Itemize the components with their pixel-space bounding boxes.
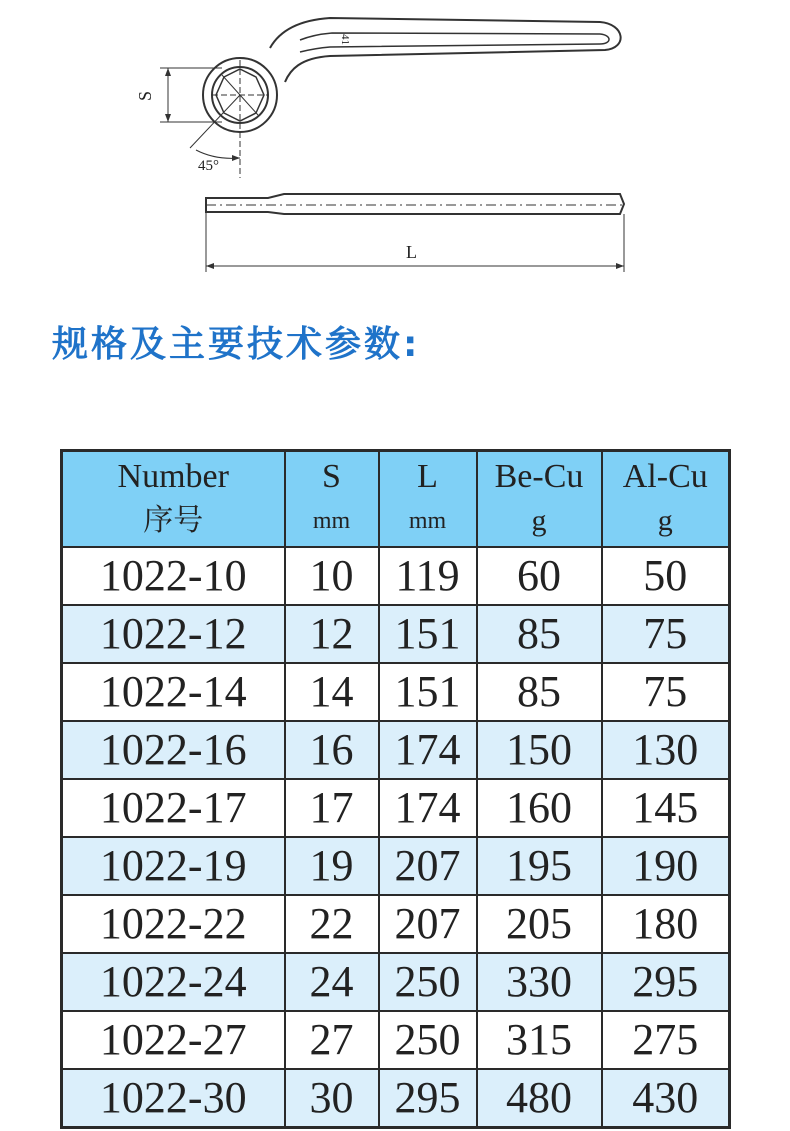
cell-al-cu: 275 — [602, 1011, 730, 1069]
cell-s: 22 — [285, 895, 379, 953]
cell-be-cu: 315 — [477, 1011, 602, 1069]
cell-be-cu: 330 — [477, 953, 602, 1011]
header-sub-label: 序号 — [143, 503, 204, 538]
cell-l: 207 — [379, 895, 477, 953]
table-row — [62, 721, 730, 779]
cell-s: 10 — [285, 547, 379, 605]
cell-be-cu: 85 — [477, 605, 602, 663]
header-label: Number — [117, 458, 229, 495]
cell-s: 16 — [285, 721, 379, 779]
cell-number: 1022-19 — [62, 837, 285, 895]
cell-al-cu: 145 — [602, 779, 730, 837]
cell-be-cu: 150 — [477, 721, 602, 779]
wrench-top-view — [160, 18, 621, 178]
cell-number: 1022-17 — [62, 779, 285, 837]
section-title: 规格及主要技术参数: — [52, 324, 421, 365]
cell-be-cu: 195 — [477, 837, 602, 895]
cell-be-cu: 85 — [477, 663, 602, 721]
cell-number: 1022-10 — [62, 547, 285, 605]
table-row — [62, 953, 730, 1011]
cell-al-cu: 430 — [602, 1069, 730, 1128]
cell-l: 250 — [379, 953, 477, 1011]
cell-l: 151 — [379, 605, 477, 663]
cell-l: 151 — [379, 663, 477, 721]
cell-s: 30 — [285, 1069, 379, 1128]
cell-s: 24 — [285, 953, 379, 1011]
table-row — [62, 663, 730, 721]
cell-al-cu: 130 — [602, 721, 730, 779]
header-label: L — [417, 458, 438, 495]
handle-mark-label: 41 — [339, 34, 351, 45]
angle-label: 45° — [198, 158, 219, 174]
cell-al-cu: 295 — [602, 953, 730, 1011]
cell-l: 174 — [379, 779, 477, 837]
cell-s: 19 — [285, 837, 379, 895]
header-label: S — [322, 458, 341, 495]
cell-be-cu: 205 — [477, 895, 602, 953]
cell-s: 27 — [285, 1011, 379, 1069]
cell-number: 1022-27 — [62, 1011, 285, 1069]
header-unit: mm — [312, 508, 351, 534]
table-row — [62, 547, 730, 605]
cell-l: 119 — [379, 547, 477, 605]
header-al-cu — [602, 451, 730, 548]
cell-number: 1022-30 — [62, 1069, 285, 1128]
cell-al-cu: 75 — [602, 605, 730, 663]
table-row — [62, 779, 730, 837]
cell-s: 12 — [285, 605, 379, 663]
header-label: Al-Cu — [622, 458, 708, 495]
cell-number: 1022-24 — [62, 953, 285, 1011]
header-l — [379, 451, 477, 548]
spec-table — [60, 449, 731, 1129]
table-header-row — [62, 451, 730, 548]
cell-s: 14 — [285, 663, 379, 721]
dimension-s-label: S — [135, 90, 155, 101]
table-row — [62, 1011, 730, 1069]
header-unit: g — [657, 504, 673, 537]
dimension-l-label: L — [406, 242, 417, 262]
cell-be-cu: 480 — [477, 1069, 602, 1128]
cell-be-cu: 60 — [477, 547, 602, 605]
cell-l: 174 — [379, 721, 477, 779]
cell-number: 1022-14 — [62, 663, 285, 721]
header-be-cu — [477, 451, 602, 548]
cell-al-cu: 190 — [602, 837, 730, 895]
cell-l: 207 — [379, 837, 477, 895]
cell-be-cu: 160 — [477, 779, 602, 837]
cell-s: 17 — [285, 779, 379, 837]
table-row — [62, 605, 730, 663]
cell-l: 250 — [379, 1011, 477, 1069]
cell-al-cu: 50 — [602, 547, 730, 605]
header-unit: g — [531, 504, 547, 537]
header-label: Be-Cu — [494, 458, 584, 495]
header-s — [285, 451, 379, 548]
table-row — [62, 837, 730, 895]
cell-l: 295 — [379, 1069, 477, 1128]
table-row — [62, 895, 730, 953]
table-row — [62, 1069, 730, 1128]
cell-al-cu: 75 — [602, 663, 730, 721]
header-unit: mm — [408, 508, 447, 534]
header-number — [62, 451, 285, 548]
cell-number: 1022-12 — [62, 605, 285, 663]
wrench-technical-drawing — [0, 0, 790, 300]
cell-number: 1022-16 — [62, 721, 285, 779]
cell-number: 1022-22 — [62, 895, 285, 953]
cell-al-cu: 180 — [602, 895, 730, 953]
